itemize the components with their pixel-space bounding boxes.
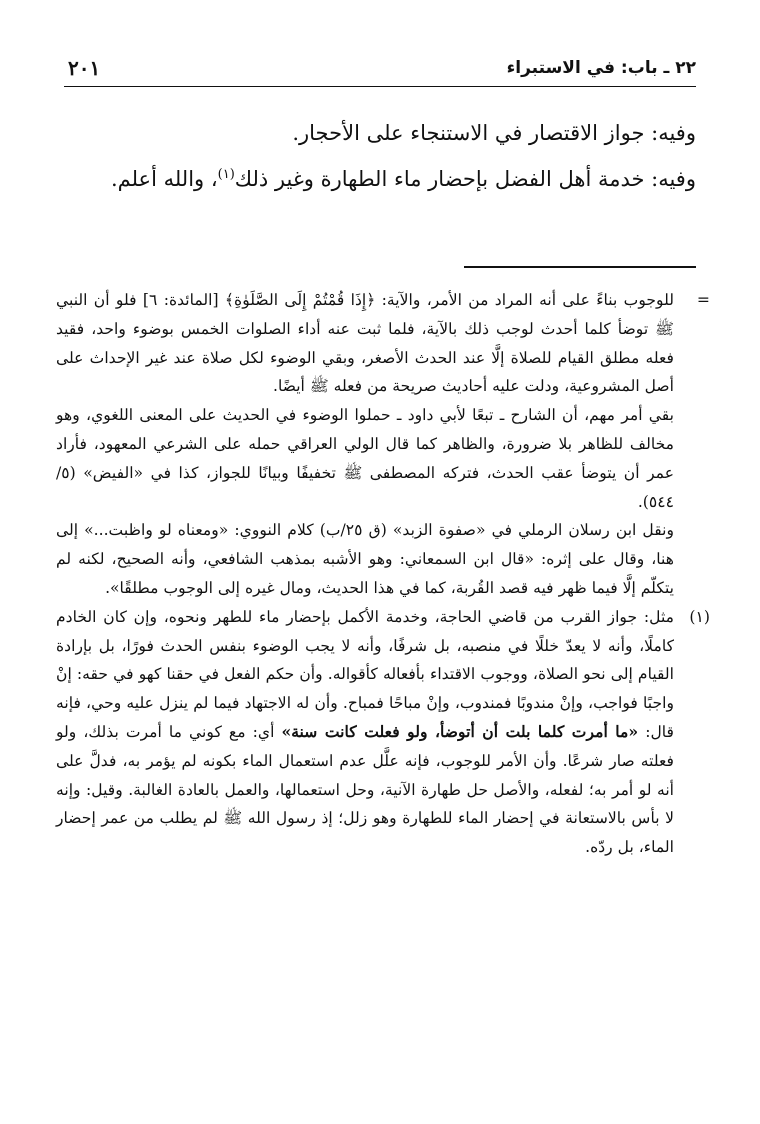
footnote-1-text-a: مثل: جواز القرب من قاضي الحاجة، وخدمة الأكمل بإحضار ماء للطهر ونحوه، وإن كان الخادم كاملًا، وأنه لا يعدّ خللًا في منصبه، بل شرفًا، وأنه لا يجب الوضوء بنفس الحدث فورًا، بل بإرادة القيام إلى نحو الصلاة، ووجوب الاقتداء بأفعاله كأقواله. وأن حكم الفعل في حقنا كهو في حقه: إنْ واجبًا فواجب، وإنْ مندوبًا فمندوب، وإنْ مباحًا فمباح. وأن له الاجتهاد فيما لم ينزل عليه وحي، فإنه قال: bbox=[56, 607, 674, 741]
main-paragraph-2-text: وفيه: خدمة أهل الفضل بإحضار ماء الطهارة وغير ذلك bbox=[234, 167, 696, 191]
footnote-1-paragraph bbox=[56, 603, 674, 862]
page-number: ٢٠١ bbox=[68, 56, 101, 80]
footnote-separator bbox=[464, 266, 696, 268]
main-paragraph-2-tail: ، والله أعلم. bbox=[110, 167, 218, 191]
continuation-mark: = bbox=[696, 291, 710, 309]
footnote-continuation-body bbox=[56, 286, 674, 603]
page-header bbox=[64, 54, 696, 87]
footnote-continuation-paragraph-1: للوجوب بناءً على أنه المراد من الأمر، والآية: ﴿إِذَا قُمْتُمْ إِلَى الصَّلَوٰةِ﴾ [المائدة: ٦] فلو أن النبي ﷺ توضأ كلما أحدث لوجب ذلك بالآية، فلما ثبت عنه أداء الصلوات الخمس بوضوء واحد، فقيد فعله مطلق القيام للصلاة إلَّا عند الحدث الأصغر، وبقي الوضوء لكل صلاة عند غير الإحداث على أصل المشروعية، ودلت عليه أحاديث صريحة من فعله ﷺ أيضًا. bbox=[56, 291, 674, 396]
footnote-1-hadith-quote: «ما أمرت كلما بلت أن أتوضأ، ولو فعلت كانت سنة» bbox=[281, 721, 639, 741]
footnote-continuation-paragraph-2: بقي أمر مهم، أن الشارح ـ تبعًا لأبي داود ـ حملوا الوضوء في الحديث على المعنى اللغوي، وهو مخالف للظاهر بلا ضرورة، والظاهر كما قال الولي العراقي حمله على الشرعي المعهود، فأراد عمر أن يتوضأ عقب الحدث، فتركه المصطفى ﷺ تخفيفًا وبيانًا للجواز، كذا في «الفيض» (٥/ ٥٤٤). bbox=[56, 406, 674, 511]
footnote-continuation bbox=[56, 286, 714, 603]
main-paragraph-2 bbox=[62, 154, 696, 200]
running-head: ٢٢ ـ باب: في الاستبراء bbox=[506, 58, 696, 78]
main-text bbox=[62, 112, 696, 200]
footnote-1-text-b: أي: مع كوني ما أمرت بذلك، ولو فعلته صار شرعًا. وأن الأمر للوجوب، فإنه علَّل عدم استعمال الماء بكونه لم يؤمر به، فدلَّ على أنه لو أمر به؛ لفعله، والأصل حل طهارة الآنية، وحل استعمالها، والعمل بالعادة الغالبة. وقيل: وإنه لا بأس بالاستعانة في إحضار الماء للطهارة وهو زلل؛ إذ رسول الله ﷺ لم يطلب من عمر إحضار الماء، بل ردّه. bbox=[56, 722, 674, 857]
footnote-1-body bbox=[56, 603, 674, 862]
footnote-continuation-paragraph-3: ونقل ابن رسلان الرملي في «صفوة الزبد» (ق ٢٥/ب) كلام النووي: «ومعناه لو واظبت...» إلى هنا، وقال على إثره: «قال ابن السمعاني: وهو الأشبه بمذهب الشافعي، وأنه الصحيح، لكنه لم يتكلّم إلَّا فيما ظهر فيه قصد القُربة، كما في هذا الحديث، ومال غيره إلى الوجوب مطلقًا». bbox=[56, 521, 674, 597]
main-paragraph-1: وفيه: جواز الاقتصار في الاستنجاء على الأحجار. bbox=[292, 121, 696, 145]
footnote-1 bbox=[56, 603, 714, 862]
footnotes bbox=[56, 286, 714, 862]
footnote-1-mark: (١) bbox=[689, 607, 710, 626]
footnote-reference: (١) bbox=[217, 167, 235, 182]
